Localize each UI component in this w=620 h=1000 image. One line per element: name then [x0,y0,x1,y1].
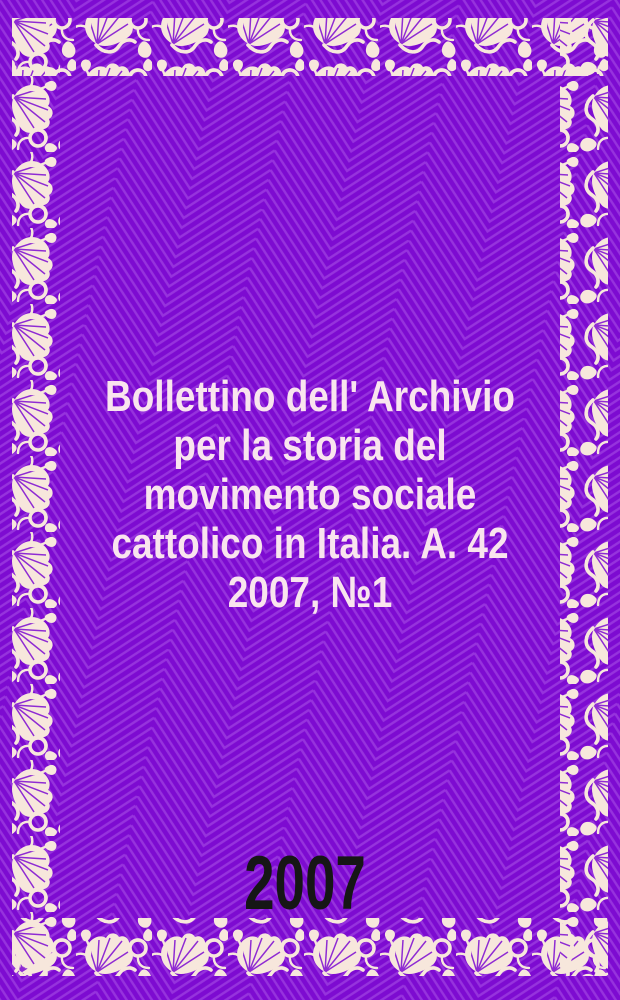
publication-year: 2007 [244,841,366,926]
border-top-vine-ornament [12,18,608,76]
cover-title-line: cattolico in Italia. A. 42 [111,519,509,568]
cover-title [50,372,571,617]
cover-title-line: per la storia del [173,421,447,470]
cover-title-line: Bollettino dell' Archivio [105,372,515,421]
cover-title-line: movimento sociale [143,470,477,519]
cover-title-line: 2007, №1 [227,568,393,617]
border-bottom-vine-ornament [12,918,608,976]
